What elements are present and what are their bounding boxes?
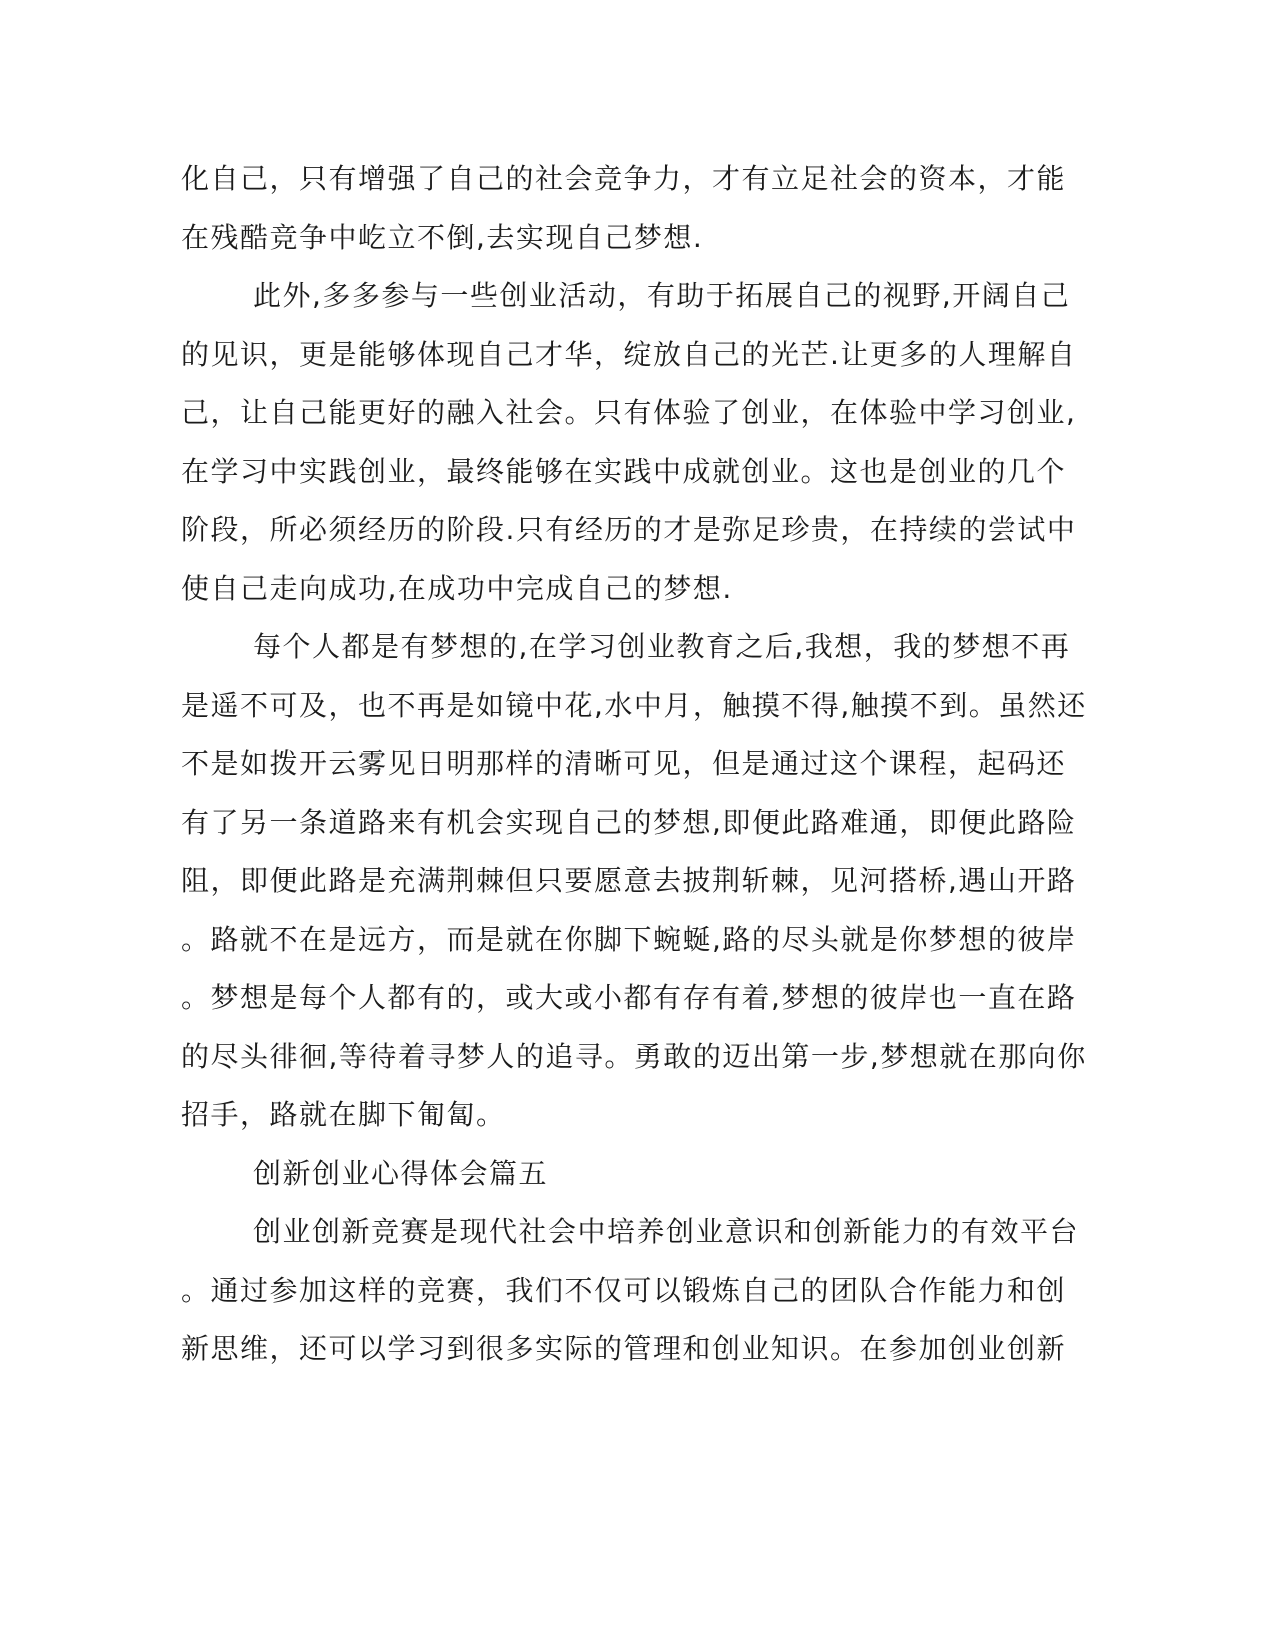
- paragraph-line: 不是如拨开云雾见日明那样的清晰可见，但是通过这个课程，起码还: [181, 747, 1067, 780]
- paragraph-line: 的尽头徘徊,等待着寻梦人的追寻。勇敢的迈出第一步,梦想就在那向你: [181, 1039, 1087, 1073]
- paragraph-line: 在学习中实践创业，最终能够在实践中成就创业。这也是创业的几个: [181, 454, 1067, 488]
- paragraph-line: 招手，路就在脚下匍匐。: [181, 1098, 506, 1131]
- paragraph-line: 创业创新竞赛是现代社会中培养创业意识和创新能力的有效平台: [253, 1215, 1080, 1248]
- paragraph-line: 。通过参加这样的竞赛，我们不仅可以锻炼自己的团队合作能力和创: [181, 1273, 1067, 1307]
- paragraph-line: 使自己走向成功,在成功中完成自己的梦想.: [181, 571, 733, 605]
- section-heading: 创新创业心得体会篇五: [253, 1156, 549, 1190]
- paragraph-line: 的见识，更是能够体现自己才华，绽放自己的光芒.让更多的人理解自: [181, 337, 1077, 371]
- document-body: [181, 150, 1087, 1379]
- paragraph-line: 每个人都是有梦想的,在学习创业教育之后,我想，我的梦想不再: [253, 630, 1071, 663]
- paragraph-line: 新思维，还可以学习到很多实际的管理和创业知识。在参加创业创新: [181, 1332, 1067, 1365]
- paragraph-line: 。路就不在是远方，而是就在你脚下蜿蜒,路的尽头就是你梦想的彼岸: [181, 922, 1077, 956]
- paragraph-line: 有了另一条道路来有机会实现自己的梦想,即便此路难通，即便此路险: [181, 805, 1077, 839]
- paragraph-line: 。梦想是每个人都有的，或大或小都有存有着,梦想的彼岸也一直在路: [181, 981, 1077, 1014]
- paragraph-line: 己，让自己能更好的融入社会。只有体验了创业，在体验中学习创业,: [181, 396, 1077, 429]
- paragraph-line: 此外,多多参与一些创业活动，有助于拓展自己的视野,开阔自己: [253, 279, 1071, 312]
- paragraph-line: 在残酷竞争中屹立不倒,去实现自己梦想.: [181, 220, 704, 254]
- paragraph-line: 化自己，只有增强了自己的社会竞争力，才有立足社会的资本，才能: [181, 162, 1067, 195]
- paragraph-line: 是遥不可及，也不再是如镜中花,水中月，触摸不得,触摸不到。虽然还: [181, 688, 1087, 722]
- paragraph-line: 阻，即便此路是充满荆棘但只要愿意去披荆斩棘，见河搭桥,遇山开路: [181, 864, 1077, 897]
- paragraph-line: 阶段，所必须经历的阶段.只有经历的才是弥足珍贵，在持续的尝试中: [181, 513, 1077, 546]
